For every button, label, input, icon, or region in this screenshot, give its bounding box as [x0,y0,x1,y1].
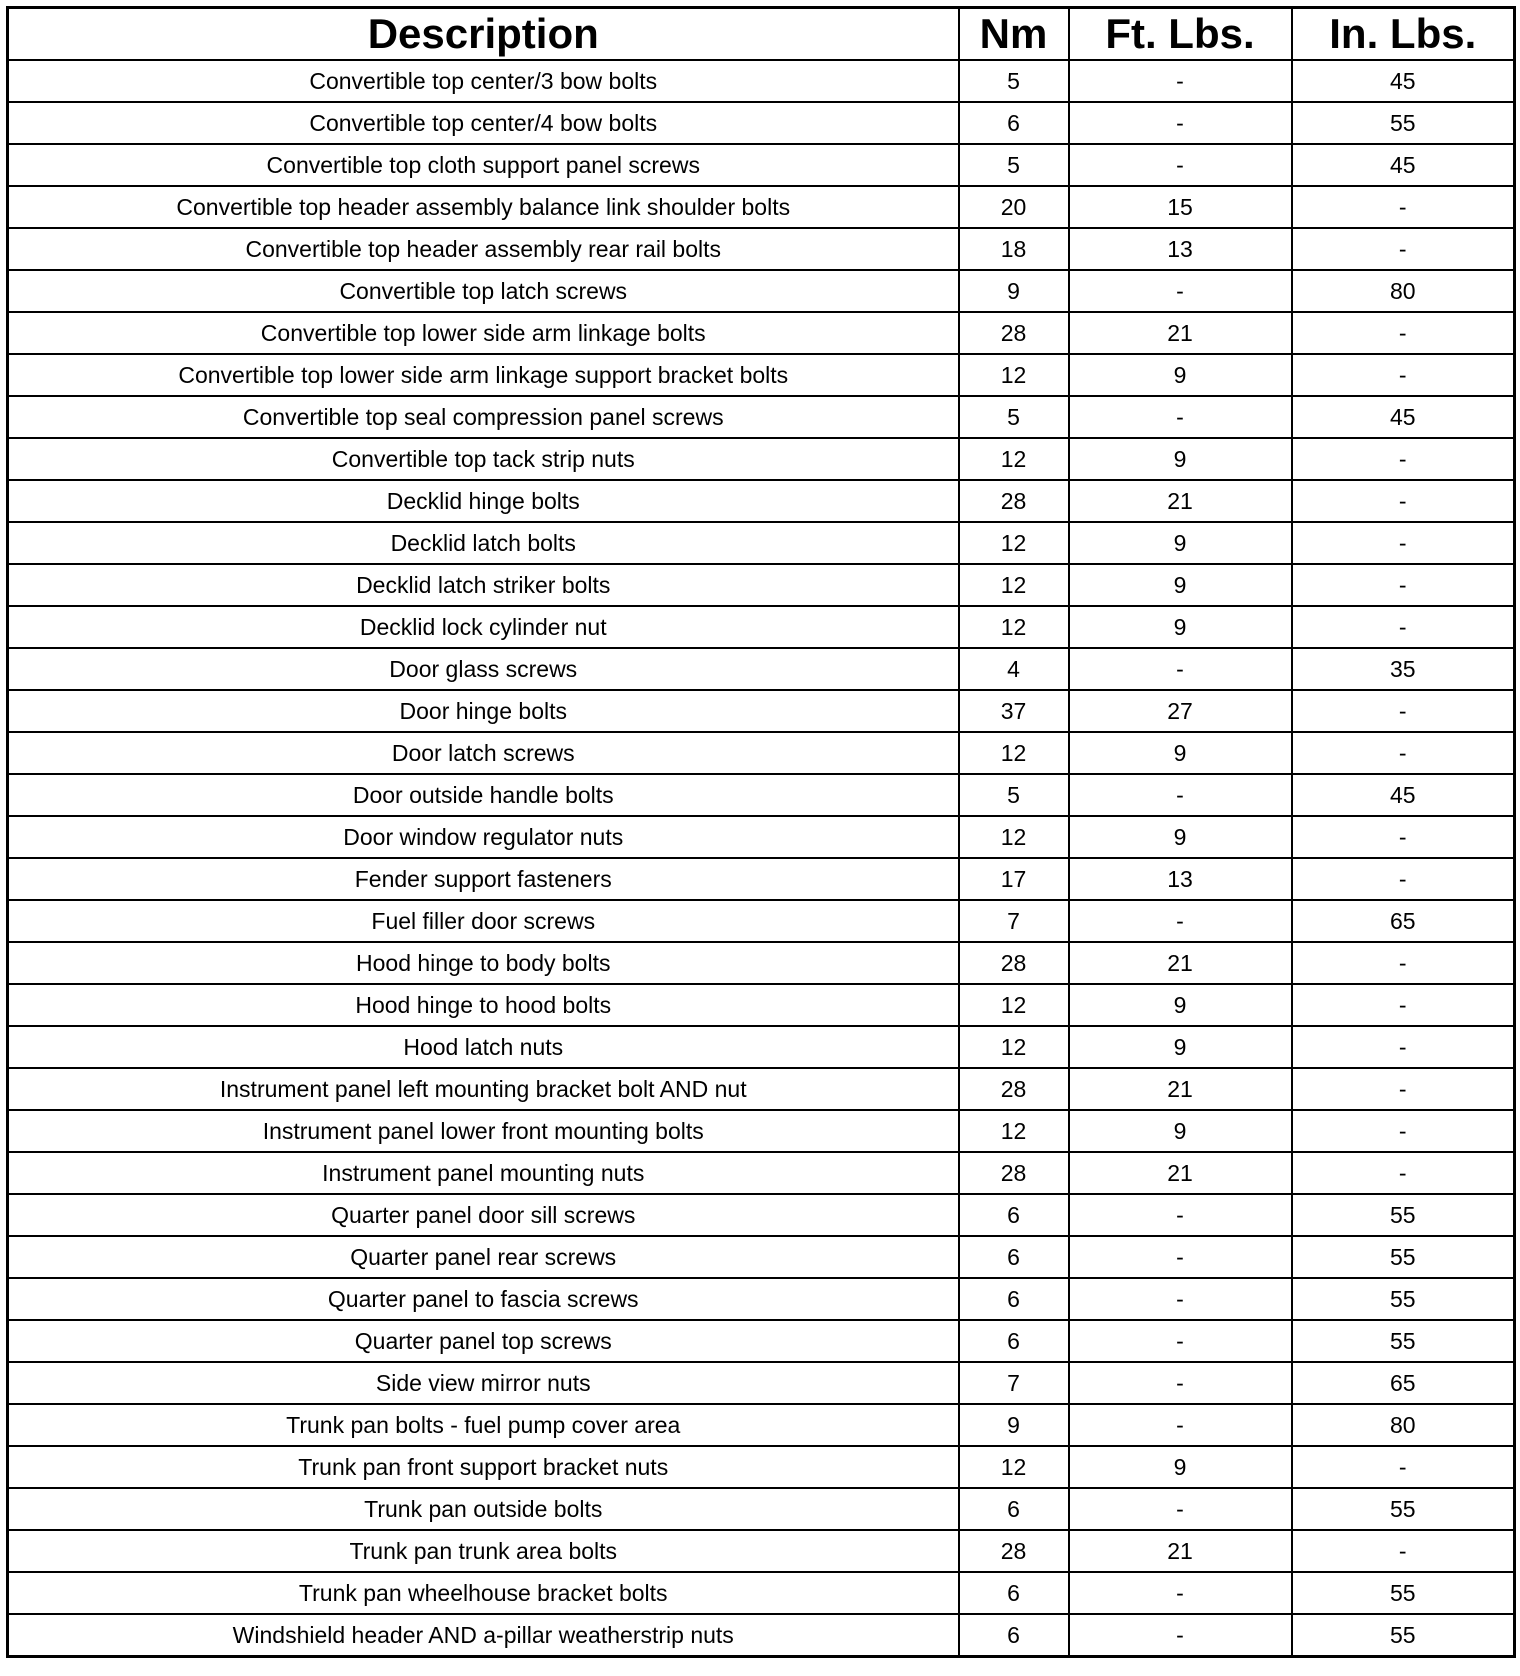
cell-nm: 6 [959,1320,1069,1362]
cell-nm: 7 [959,1362,1069,1404]
table-row [8,1362,1515,1404]
cell-nm: 37 [959,690,1069,732]
cell-in-lbs: 65 [1292,900,1515,942]
cell-description: Instrument panel lower front mounting bolts [8,1110,959,1152]
cell-description: Hood latch nuts [8,1026,959,1068]
cell-nm: 12 [959,606,1069,648]
cell-in-lbs: - [1292,312,1515,354]
cell-description: Convertible top center/4 bow bolts [8,102,959,144]
cell-description: Fuel filler door screws [8,900,959,942]
cell-nm: 6 [959,1194,1069,1236]
cell-in-lbs: - [1292,228,1515,270]
cell-ft-lbs: - [1069,102,1292,144]
cell-description: Instrument panel left mounting bracket bolt AND nut [8,1068,959,1110]
cell-description: Decklid lock cylinder nut [8,606,959,648]
cell-description: Door outside handle bolts [8,774,959,816]
cell-ft-lbs: - [1069,1278,1292,1320]
table-row [8,1488,1515,1530]
table-header [8,8,1515,61]
table-row [8,102,1515,144]
table-row [8,606,1515,648]
header-in-lbs: In. Lbs. [1292,8,1515,61]
cell-nm: 12 [959,816,1069,858]
cell-nm: 17 [959,858,1069,900]
cell-description: Convertible top latch screws [8,270,959,312]
header-ft-lbs: Ft. Lbs. [1069,8,1292,61]
cell-ft-lbs: - [1069,900,1292,942]
cell-description: Convertible top lower side arm linkage bolts [8,312,959,354]
cell-description: Convertible top center/3 bow bolts [8,60,959,102]
cell-ft-lbs: 9 [1069,816,1292,858]
table-row [8,1026,1515,1068]
cell-ft-lbs: 9 [1069,1446,1292,1488]
cell-in-lbs: - [1292,858,1515,900]
cell-nm: 9 [959,1404,1069,1446]
cell-in-lbs: 35 [1292,648,1515,690]
cell-in-lbs: - [1292,564,1515,606]
cell-in-lbs: - [1292,480,1515,522]
table-row [8,1320,1515,1362]
cell-in-lbs: - [1292,438,1515,480]
cell-ft-lbs: 9 [1069,606,1292,648]
header-nm: Nm [959,8,1069,61]
cell-description: Decklid latch bolts [8,522,959,564]
cell-nm: 6 [959,1614,1069,1657]
cell-in-lbs: - [1292,186,1515,228]
cell-in-lbs: - [1292,1026,1515,1068]
cell-description: Instrument panel mounting nuts [8,1152,959,1194]
cell-in-lbs: - [1292,984,1515,1026]
table-row [8,228,1515,270]
cell-nm: 6 [959,1236,1069,1278]
table-row [8,690,1515,732]
table-row [8,354,1515,396]
cell-nm: 28 [959,942,1069,984]
cell-description: Door hinge bolts [8,690,959,732]
cell-in-lbs: 45 [1292,144,1515,186]
table-row [8,858,1515,900]
cell-ft-lbs: 27 [1069,690,1292,732]
cell-nm: 5 [959,144,1069,186]
cell-in-lbs: - [1292,1068,1515,1110]
table-row [8,732,1515,774]
cell-ft-lbs: 21 [1069,1152,1292,1194]
cell-in-lbs: 45 [1292,396,1515,438]
table-row [8,564,1515,606]
cell-in-lbs: 55 [1292,1320,1515,1362]
cell-ft-lbs: - [1069,1362,1292,1404]
cell-nm: 12 [959,1026,1069,1068]
cell-ft-lbs: 9 [1069,354,1292,396]
cell-description: Door glass screws [8,648,959,690]
cell-in-lbs: 45 [1292,60,1515,102]
cell-ft-lbs: - [1069,1320,1292,1362]
cell-in-lbs: - [1292,690,1515,732]
cell-nm: 12 [959,522,1069,564]
cell-description: Quarter panel top screws [8,1320,959,1362]
cell-in-lbs: - [1292,1530,1515,1572]
cell-in-lbs: 80 [1292,1404,1515,1446]
cell-description: Trunk pan outside bolts [8,1488,959,1530]
table-row [8,1110,1515,1152]
cell-ft-lbs: - [1069,1488,1292,1530]
cell-description: Convertible top cloth support panel screws [8,144,959,186]
cell-nm: 28 [959,1152,1069,1194]
cell-ft-lbs: 9 [1069,564,1292,606]
header-description: Description [8,8,959,61]
table-row [8,1572,1515,1614]
cell-description: Door latch screws [8,732,959,774]
cell-ft-lbs: 9 [1069,732,1292,774]
cell-nm: 12 [959,438,1069,480]
table-row [8,1404,1515,1446]
cell-in-lbs: - [1292,732,1515,774]
cell-description: Convertible top tack strip nuts [8,438,959,480]
cell-ft-lbs: - [1069,1236,1292,1278]
cell-description: Decklid latch striker bolts [8,564,959,606]
table-body [8,60,1515,1657]
cell-ft-lbs: 21 [1069,1530,1292,1572]
cell-in-lbs: 80 [1292,270,1515,312]
cell-nm: 12 [959,564,1069,606]
cell-nm: 28 [959,1530,1069,1572]
cell-ft-lbs: - [1069,144,1292,186]
table-row [8,816,1515,858]
cell-nm: 9 [959,270,1069,312]
cell-nm: 4 [959,648,1069,690]
cell-nm: 6 [959,102,1069,144]
cell-nm: 20 [959,186,1069,228]
cell-nm: 12 [959,732,1069,774]
table-row [8,1194,1515,1236]
table-row [8,1152,1515,1194]
cell-description: Convertible top header assembly rear rail bolts [8,228,959,270]
cell-ft-lbs: - [1069,270,1292,312]
cell-description: Quarter panel door sill screws [8,1194,959,1236]
table-row [8,1614,1515,1657]
cell-ft-lbs: 21 [1069,1068,1292,1110]
cell-description: Trunk pan front support bracket nuts [8,1446,959,1488]
table-row [8,60,1515,102]
table-row [8,312,1515,354]
cell-in-lbs: 55 [1292,1614,1515,1657]
cell-in-lbs: - [1292,942,1515,984]
cell-in-lbs: - [1292,522,1515,564]
cell-nm: 6 [959,1488,1069,1530]
table-row [8,1446,1515,1488]
cell-description: Convertible top lower side arm linkage support bracket bolts [8,354,959,396]
cell-in-lbs: - [1292,1446,1515,1488]
cell-in-lbs: 55 [1292,1278,1515,1320]
cell-nm: 28 [959,1068,1069,1110]
table-row [8,984,1515,1026]
cell-in-lbs: - [1292,1110,1515,1152]
cell-description: Decklid hinge bolts [8,480,959,522]
cell-in-lbs: 55 [1292,1572,1515,1614]
cell-in-lbs: 45 [1292,774,1515,816]
table-row [8,1278,1515,1320]
cell-nm: 5 [959,774,1069,816]
cell-nm: 28 [959,480,1069,522]
cell-nm: 5 [959,396,1069,438]
cell-ft-lbs: - [1069,774,1292,816]
cell-in-lbs: 55 [1292,1488,1515,1530]
cell-ft-lbs: 13 [1069,228,1292,270]
cell-ft-lbs: - [1069,648,1292,690]
cell-ft-lbs: 21 [1069,312,1292,354]
cell-description: Fender support fasteners [8,858,959,900]
cell-nm: 6 [959,1278,1069,1320]
cell-nm: 28 [959,312,1069,354]
cell-ft-lbs: - [1069,1404,1292,1446]
cell-description: Quarter panel to fascia screws [8,1278,959,1320]
cell-ft-lbs: 13 [1069,858,1292,900]
cell-nm: 6 [959,1572,1069,1614]
table-row [8,942,1515,984]
cell-description: Side view mirror nuts [8,1362,959,1404]
cell-ft-lbs: 9 [1069,1026,1292,1068]
table-row [8,1068,1515,1110]
cell-ft-lbs: 21 [1069,942,1292,984]
table-row [8,522,1515,564]
cell-ft-lbs: - [1069,1614,1292,1657]
table-row [8,270,1515,312]
cell-description: Quarter panel rear screws [8,1236,959,1278]
cell-in-lbs: - [1292,1152,1515,1194]
header-row [8,8,1515,61]
cell-ft-lbs: - [1069,396,1292,438]
cell-description: Windshield header AND a-pillar weatherstrip nuts [8,1614,959,1657]
cell-in-lbs: 55 [1292,102,1515,144]
table-row [8,144,1515,186]
cell-description: Hood hinge to body bolts [8,942,959,984]
table-row [8,186,1515,228]
cell-ft-lbs: - [1069,1572,1292,1614]
table-row [8,900,1515,942]
cell-ft-lbs: 9 [1069,522,1292,564]
cell-nm: 12 [959,984,1069,1026]
table-row [8,480,1515,522]
table-row [8,648,1515,690]
cell-in-lbs: 65 [1292,1362,1515,1404]
cell-in-lbs: - [1292,606,1515,648]
cell-in-lbs: - [1292,816,1515,858]
table-row [8,438,1515,480]
cell-nm: 12 [959,1446,1069,1488]
cell-nm: 12 [959,354,1069,396]
cell-description: Convertible top header assembly balance link shoulder bolts [8,186,959,228]
cell-nm: 18 [959,228,1069,270]
cell-in-lbs: - [1292,354,1515,396]
cell-ft-lbs: 15 [1069,186,1292,228]
cell-ft-lbs: - [1069,1194,1292,1236]
table-row [8,1236,1515,1278]
cell-ft-lbs: 21 [1069,480,1292,522]
cell-description: Trunk pan bolts - fuel pump cover area [8,1404,959,1446]
cell-nm: 5 [959,60,1069,102]
cell-ft-lbs: 9 [1069,1110,1292,1152]
cell-nm: 7 [959,900,1069,942]
torque-specifications-table [6,6,1516,1658]
cell-ft-lbs: 9 [1069,984,1292,1026]
table-row [8,1530,1515,1572]
table-row [8,774,1515,816]
cell-description: Trunk pan trunk area bolts [8,1530,959,1572]
cell-description: Convertible top seal compression panel screws [8,396,959,438]
cell-nm: 12 [959,1110,1069,1152]
cell-description: Door window regulator nuts [8,816,959,858]
cell-description: Hood hinge to hood bolts [8,984,959,1026]
cell-in-lbs: 55 [1292,1194,1515,1236]
cell-in-lbs: 55 [1292,1236,1515,1278]
cell-ft-lbs: 9 [1069,438,1292,480]
cell-ft-lbs: - [1069,60,1292,102]
table-row [8,396,1515,438]
cell-description: Trunk pan wheelhouse bracket bolts [8,1572,959,1614]
